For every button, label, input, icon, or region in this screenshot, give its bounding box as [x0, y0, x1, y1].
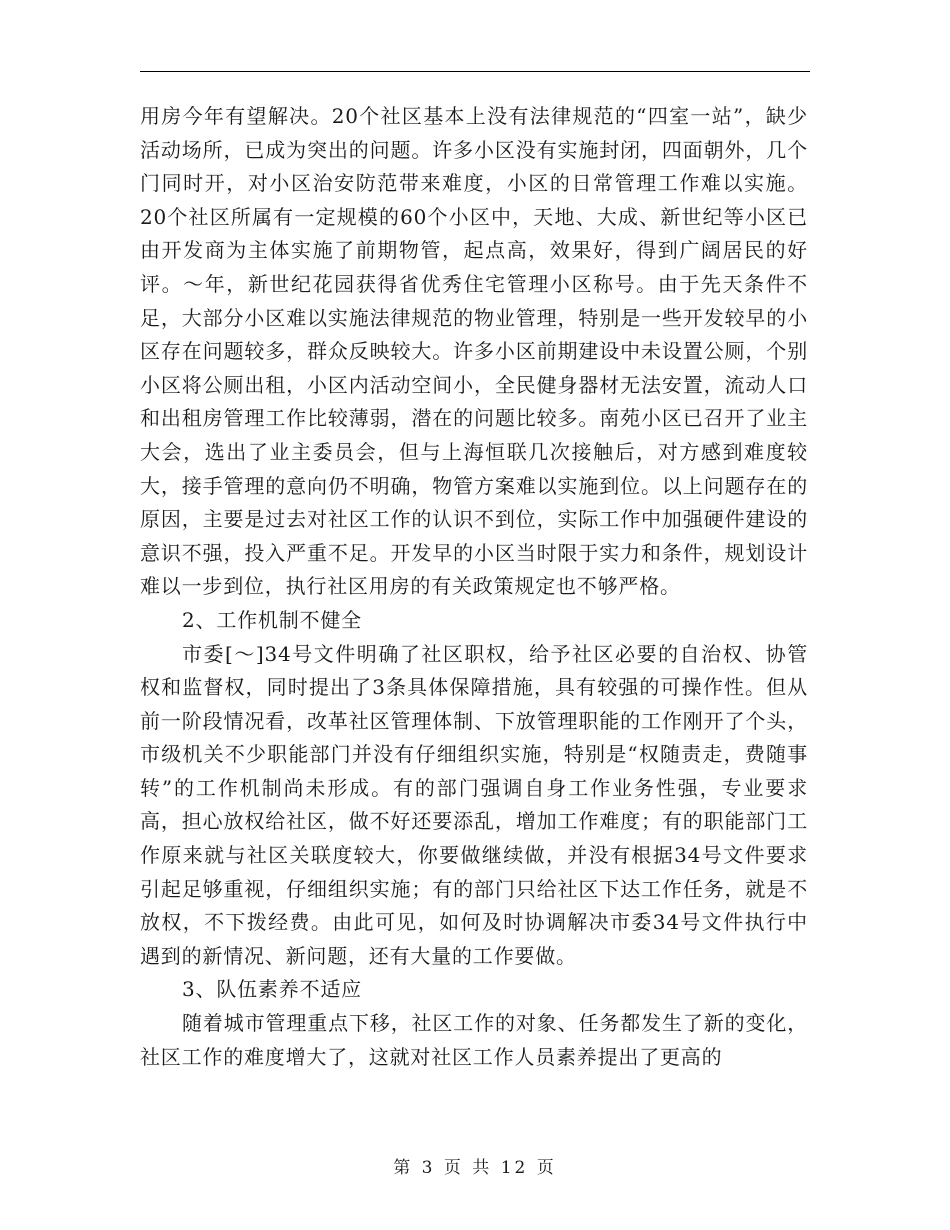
page-number-footer: 第 3 页 共 12 页	[393, 1158, 557, 1178]
paragraph-work-mechanism: 市委[～]34号文件明确了社区职权，给予社区必要的自治权、协管权和监督权，同时提出了3条具体保障措施，具有较强的可操作性。但从前一阶段情况看，改革社区管理体制、下放管理职能的工作刚开了个头，市级机关不少职能部门并没有仔细组织实施，特别是“权随责走，费随事转”的工作机制尚未形成。有的部门强调自身工作业务性强，专业要求高，担心放权给社区，做不好还要添乱，增加工作难度；有的职能部门工作原来就与社区关联度较大，你要做继续做，并没有根据34号文件要求引起足够重视，仔细组织实施；有的部门只给社区下达工作任务，就是不放权，不下拨经费。由此可见，如何及时协调解决市委34号文件执行中遇到的新情况、新问题，还有大量的工作要做。	[140, 641, 808, 968]
section-heading-work-mechanism: 2、工作机制不健全	[182, 607, 362, 632]
header-rule	[140, 71, 810, 72]
paragraph-continuation: 用房今年有望解决。20个社区基本上没有法律规范的“四室一站”，缺少活动场所，已成为突出的问题。许多小区没有实施封闭，四面朝外，几个门同时开，对小区治安防范带来难度，小区的日常管理工作难以实施。20个社区所属有一定规模的60个小区中，天地、大成、新世纪等小区已由开发商为主体实施了前期物管，起点高，效果好，得到广阔居民的好评。～年，新世纪花园获得省优秀住宅管理小区称号。由于先天条件不足，大部分小区难以实施法律规范的物业管理，特别是一些开发较早的小区存在问题较多，群众反映较大。许多小区前期建设中未设置公厕，个别小区将公厕出租，小区内活动空间小，全民健身器材无法安置，流动人口和出租房管理工作比较薄弱，潜在的问题比较多。南苑小区已召开了业主大会，选出了业主委员会，但与上海恒联几次接触后，对方感到难度较大，接手管理的意向仍不明确，物管方案难以实施到位。以上问题存在的原因，主要是过去对社区工作的认识不到位，实际工作中加强硬件建设的意识不强，投入严重不足。开发早的小区当时限于实力和条件，规划设计难以一步到位，执行社区用房的有关政策规定也不够严格。	[140, 104, 808, 599]
body-text	[140, 100, 808, 1074]
section-heading-team-quality: 3、队伍素养不适应	[182, 977, 362, 1002]
paragraph-team-quality: 随着城市管理重点下移，社区工作的对象、任务都发生了新的变化，社区工作的难度增大了，这就对社区工作人员素养提出了更高的	[140, 1011, 808, 1069]
